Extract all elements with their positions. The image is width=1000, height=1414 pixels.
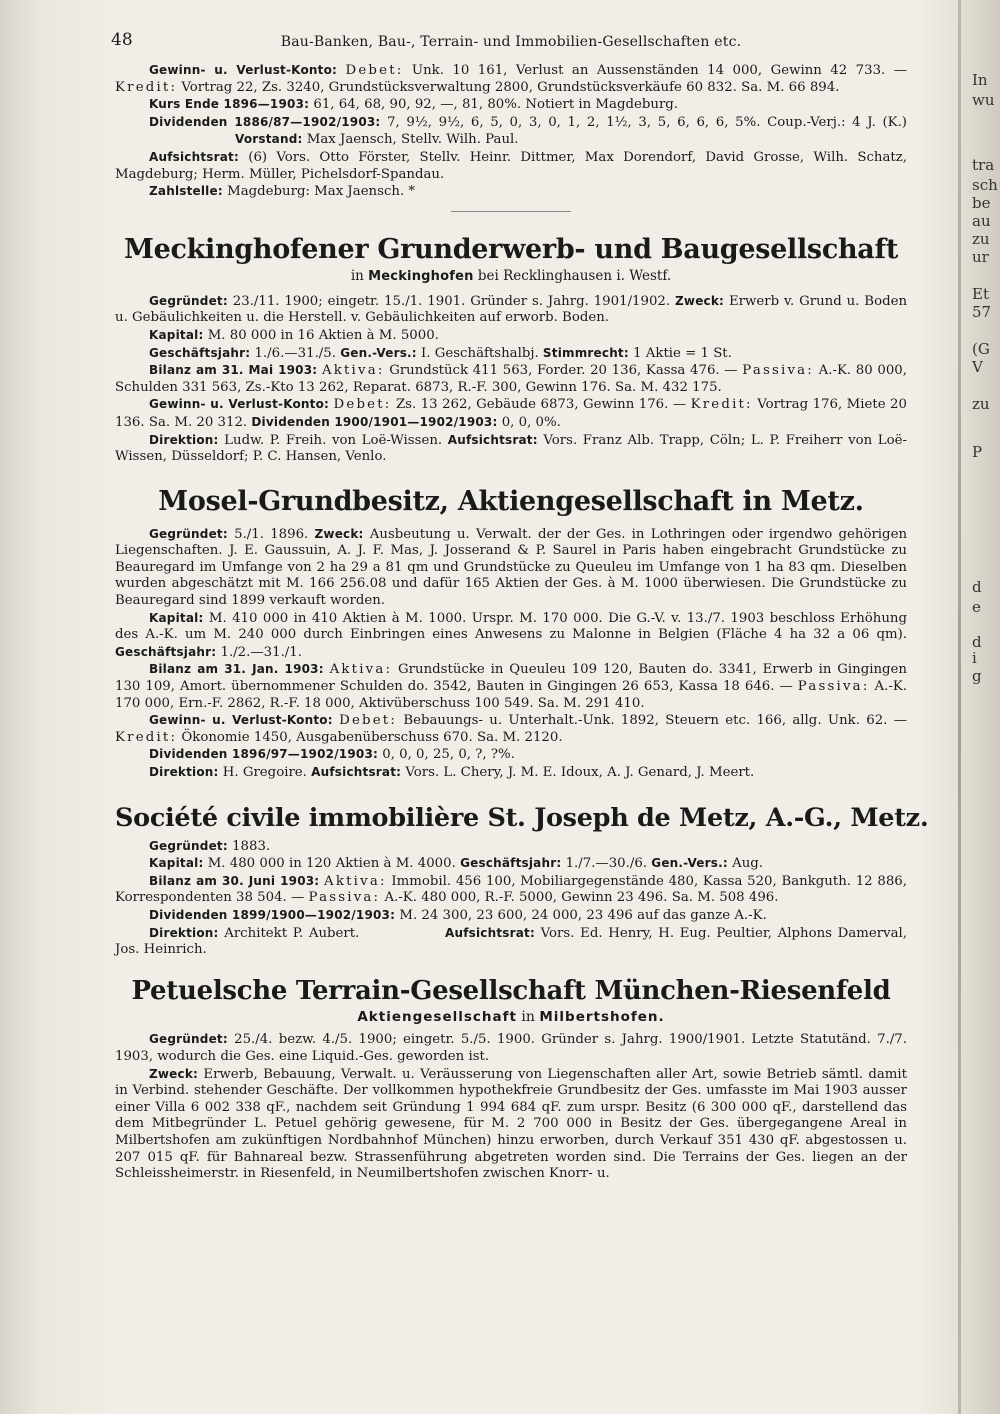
entry-title: Meckinghofener Grunderwerb- und Baugesellschaft bbox=[124, 233, 898, 265]
gegruendet-paragraph: Gegründet: 5./1. 1896. Zweck: Ausbeutung u. Verwalt. der der Ges. in Lothringen oder irgendwo gehörigen Liegenschaften. J. E. Gaussuin, A. J. F. Mas, J. Josserand & P. Saurel in Paris haben eingebracht Grundstücke zu Beauregard im Umfange von 2 ha 29 a 81 qm und Grundstücke zu Queuleu im Umfange von 1 ha 83 qm. Dieselben wurden abgeschätzt mit M. 166 256.08 und dafür 165 Aktien der Ges. à M. 1000 überwiesen. Die Grundstücke zu Beauregard sind 1899 verkauft worden. bbox=[115, 526, 908, 609]
zahlstelle-paragraph: Zahlstelle: Magdeburg: Max Jaensch. * bbox=[149, 184, 416, 200]
gegruendet-paragraph: Gegründet: 25./4. bezw. 4./5. 1900; eingetr. 5./5. 1900. Gründer s. Jahrg. 1900/1901. Letzte Statutänd. 7./7. 1903, wodurch die Ges. eine Liquid.-Ges. geworden ist. bbox=[115, 1032, 907, 1064]
entry-title: Société civile immobilière St. Joseph de Metz, A.-G., Metz. bbox=[115, 802, 929, 833]
running-title: Bau-Banken, Bau-, Terrain- und Immobilien-Gesellschaften etc. bbox=[280, 34, 742, 50]
gegruendet-paragraph: Gegründet: 1883. bbox=[149, 838, 271, 854]
dividenden-paragraph: Dividenden 1899/1900—1902/1903: M. 24 300, 23 600, 24 000, 23 496 auf das ganze A.-K. bbox=[149, 907, 767, 923]
dividenden-paragraph: Dividenden 1896/97—1902/1903: 0, 0, 0, 25, 0, ?, ?%. bbox=[149, 747, 515, 763]
direktion-paragraph: Direktion: Ludw. P. Freih. von Loë-Wissen. Aufsichtsrat: Vors. Franz Alb. Trapp, Cöln; L. P. Freiherr von Loë-Wissen, Düsseldorf; P. C. Hansen, Venlo. bbox=[115, 432, 907, 465]
bilanz-paragraph: Bilanz am 31. Jan. 1903: Aktiva: Grundstücke in Queuleu 109 120, Bauten do. 3341, Erwerb in Gingingen 130 109, Amort. übernommener Schulden do. 3542, Bauten in Gingingen 26 653, Kassa 18 646. — Passiva: A.-K. 170 000, Ern.-F. 2862, R.-F. 18 000, Aktivüberschuss 100 549. Sa. M. 291 410. bbox=[115, 662, 907, 711]
entry-mosel-grundbesitz bbox=[115, 486, 907, 782]
bilanz-paragraph: Bilanz am 30. Juni 1903: Aktiva: Immobil. 456 100, Mobiliargegenstände 480, Kassa 520, Bankguth. 12 886, Korrespondenten 38 504. — Passiva: A.-K. 480 000, R.-F. 5000, Gewinn 23 496. Sa. M. 508 496. bbox=[115, 873, 907, 906]
geschaeftsjahr-paragraph: Geschäftsjahr: 1./6.—31./5. Gen.-Vers.: I. Geschäftshalbj. Stimmrecht: 1 Aktie = 1 St. bbox=[149, 345, 732, 361]
section-divider bbox=[451, 211, 571, 212]
entry-meckinghofener bbox=[115, 234, 907, 466]
aufsichtsrat-paragraph: Aufsichtsrat: (6) Vors. Otto Förster, Stellv. Heinr. Dittmer, Max Dorendorf, David Grosse, Wilh. Schatz, Magdeburg; Herm. Müller, Pichelsdorf-Spandau. bbox=[115, 149, 907, 182]
entry-st-joseph-de-metz bbox=[115, 802, 929, 959]
entry-petuelsche-terrain bbox=[115, 975, 907, 1183]
running-header bbox=[111, 22, 907, 62]
kapital-paragraph: Kapital: M. 410 000 in 410 Aktien à M. 1000. Urspr. M. 170 000. Die G.-V. v. 13./7. 1903 beschloss Erhöhung des A.-K. um M. 240 000 durch Einbringen eines Anwesens zu Malonne in Belgien (Fläche 4 ha 32 a 06 qm). Geschäftsjahr: 1./2.—31./1. bbox=[115, 610, 907, 660]
direktion-paragraph: Direktion: H. Gregoire. Aufsichtsrat: Vors. L. Chery, J. M. E. Idoux, A. J. Genard, J. Meert. bbox=[149, 765, 755, 780]
zweck-paragraph: Zweck: Erwerb, Bebauung, Verwalt. u. Veräusserung von Liegenschaften aller Art, sowie Betrieb sämtl. damit in Verbind. stehender Geschäfte. Der vollkommen hypothekfreie Grundbesitz der Ges. umfasste im Mai 1903 ausser einer Villa 6 002 338 qF., nachdem seit Gründung 1 994 684 qF. zum urspr. Besitz (6 300 000 qF., darstellend das dem Mitbegründer L. Petuel gehörig gewesene, für M. 2 700 000 in Besitz der Ges. übergegangene Areal in Milbertshofen am zukünftigen Nordbahnhof München) hinzu erworben, durch Verkauf 351 430 qF. abgestossen u. 207 015 qF. für Bahnareal bezw. Strassenführung abgetreten worden sind. Die Terrains der Ges. liegen an der Schleissheimerstr. in Riesenfeld, in Neumilbertshofen zwischen Knorr- u. bbox=[115, 1066, 907, 1182]
main-column bbox=[111, 22, 929, 1183]
scanned-page: In wu tra sch be au zu ur Et 57 (G V zu P d e d i g 48 Bau-Banken, Bau-, Terrain- und Immobilien-Gesellschaften etc. Gewinn- u. Verlust-Konto: Debet: Unk. 10 161, Verlust an Aussenständen 14 000, Gewinn 42 733. — Kredit: Vortrag 22, Zs. 3240, Grundstücksverwaltung 2800, Grundstücksverkäufe 60 832. Sa. M. 66 894. Kurs Ende 1896—1903: 61, 64, 68, 90, 92, —, 81, 80%. Notiert in Magdeburg. Dividenden 1886/87—1902/1903: 7, 9½, 9½, 6, 5, 0, 3, 0, 1, 2, 1½, 3, 5, 6, 6, 6, 5%. Coup.-Verj.: 4 J. (K.) Vorstand: Max Jaensch, Stellv. Wilh. Paul. Aufsichtsrat: (6) Vors. Otto Förster, Stellv. Heinr. Dittmer, Max Dorendorf, David Grosse, Wilh. Schatz, Magdeburg; Herm. Müller, Pichelsdorf-Spandau. Zahlstelle: Magdeburg: Max Jaensch. * Meckinghofener Grunderwerb- und Baugesellschaft in Meckinghofen bei Recklinghausen i. Westf. Gegründet: 23./11. 1900; eingetr. 15./1. 1901. Gründer s. Jahrg. 1901/1902. Zweck: Erwerb v. Grund u. Boden u. Gebäulichkeiten u. die Herstell. v. Gebäulichkeiten auf erworb. Boden. Kapital: M. 80 000 in 16 Aktien à M. 5000. Geschäftsjahr: 1./6.—31./5. Gen.-Vers.: I. Geschäftshalbj. Stimmrecht: 1 Aktie = 1 St. Bilanz am 31. Mai 1903: Aktiva: Grundstück 411 563, Forder. 20 136, Kassa 476. — Passiva: A.-K. 80 000, Schulden 331 563, Zs.-Kto 13 262, Reparat. 6873, R.-F. 300, Gewinn 176. Sa. M. 432 175. Gewinn- u. Verlust-Konto: Debet: Zs. 13 262, Gebäude 6873, Gewinn 176. — Kredit: Vortrag 176, Miete 20 136. Sa. M. 20 312. Dividenden 1900/1901—1902/1903: 0, 0, 0%. Direktion: Ludw. P. Freih. von Loë-Wissen. Aufsichtsrat: Vors. Franz Alb. Trapp, Cöln; L. P. Freiherr von Loë-Wissen, Düsseldorf; P. C. Hansen, Venlo. Mosel-Grundbesitz, Aktiengesellschaft in Metz. Gegründet: 5./1. 1896. Zweck: Ausbeutung u. Verwalt. der der Ges. in Lothringen oder irgendwo gehörigen Liegenschaften. J. E. Gaussuin, A. J. F. Mas, J. Josserand & P. Saurel in Paris haben eingebracht Grundstücke zu Beauregard im Umfange von 2 ha 29 a 81 qm und Grundstücke zu Queuleu im Umfange von 1 ha 83 qm. Dieselben wurden abgeschätzt mit M. 166 256.08 und dafür 165 Aktien der Ges. à M. 1000 überwiesen. Die Grundstücke zu Beauregard sind 1899 verkauft worden. Kapital: M. 410 000 in 410 Aktien à M. 1000. Urspr. M. 170 000. Die G.-V. v. 13./7. 1903 beschloss Erhöhung des A.-K. um M. 240 000 durch Einbringen eines Anwesens zu Malonne in Belgien (Fläche 4 ha 32 a 06 qm). Geschäftsjahr: 1./2.—31./1. Bilanz am 31. Jan. 1903: Aktiva: Grundstücke in Queuleu 109 120, Bauten do. 3341, Erwerb in Gingingen 130 109, Amort. übernommener Schulden do. 3542, Bauten in Gingingen 26 653, Kassa 18 646. — Passiva: A.-K. 170 000, Ern.-F. 2862, R.-F. 18 000, Aktivüberschuss 100 549. Sa. M. 291 410. Gewinn- u. Verlust-Konto: Debet: Bebauungs- u. Unterhalt.-Unk. 1892, Steuern etc. 166, allg. Unk. 62. — Kredit: Ökonomie 1450, Ausgabenüberschuss 670. Sa. M. 2120. Dividenden 1896/97—1902/1903: 0, 0, 0, 25, 0, ?, ?%. Direktion: H. Gregoire. Aufsichtsrat: Vors. L. Chery, J. M. E. Idoux, A. J. Genard, J. Meert. Société civile immobilière St. Joseph de Metz, A.-G., Metz. Gegründet: 1883. Kapital: M. 480 000 in 120 Aktien à M. 4000. Geschäftsjahr: 1./7.—30./6. Gen.-Vers.: Aug. Bilanz am 30. Juni 1903: Aktiva: Immobil. 456 100, Mobiliargegenstände 480, Kassa 520, Bankguth. 12 886, Korrespondenten 38 504. — Passiva: A.-K. 480 000, R.-F. 5000, Gewinn 23 496. Sa. M. 508 496. Dividenden 1899/1900—1902/1903: M. 24 300, 23 600, 24 000, 23 496 auf das ganze A.-K. Direktion: Architekt P. Aubert. Aufsichtsrat: Vors. Ed. Henry, H. Eug. Peultier, Alphons Damerval, Jos. Heinrich. Petuelsche Terrain-Gesellschaft München-Riesenfeld Aktiengesellschaft in Milbertshofen. Gegründet: 25./4. bezw. 4./5. 1900; eingetr. 5./5. 1900. Gründer s. Jahrg. 1900/1901. Letzte Statutänd. 7./7. 1903, wodurch die Ges. eine Liquid.-Ges. geworden ist. Zweck: Erwerb, Bebauung, Verwalt. u. Veräusserung von Liegenschaften aller Art, sowie Betrieb sämtl. damit in Verbind. stehender Geschäfte. Der vollkommen hypothekfreie Grundbesitz der Ges. umfasste im Mai 1903 ausser einer Villa 6 002 338 qF., nachdem seit Gründung 1 994 684 qF. zum urspr. Besitz (6 300 000 qF., darstellend das dem Mitbegründer L. Petuel gehörig gewesene, für M. 2 700 000 in Besitz der Ges. übergegangene Areal in Milbertshofen am zukünftigen Nordbahnhof München) hinzu erworben, durch Verkauf 351 430 qF. abgestossen u. 207 015 qF. für Bahnareal bezw. Strassenführung abgetreten worden sind. Die Terrains der Ges. liegen an der Schleissheimerstr. in Riesenfeld, in Neumilbertshofen zwischen Knorr- u. bbox=[0, 0, 1000, 1414]
gv-konto-paragraph: Gewinn- u. Verlust-Konto: Debet: Bebauungs- u. Unterhalt.-Unk. 1892, Steuern etc. 166, allg. Unk. 62. — Kredit: Ökonomie 1450, Ausgabenüberschuss 670. Sa. M. 2120. bbox=[115, 713, 907, 745]
entry-subtitle: Aktiengesellschaft in Milbertshofen. bbox=[357, 1008, 665, 1025]
dividenden-paragraph: Dividenden 1886/87—1902/1903: 7, 9½, 9½, 6, 5, 0, 3, 0, 1, 2, 1½, 3, 5, 6, 6, 6, 5%. Coup.-Verj.: 4 J. (K.) Vorstand: Max Jaensch, Stellv. Wilh. Paul. bbox=[149, 114, 907, 148]
gv-konto-paragraph: Gewinn- u. Verlust-Konto: Debet: Unk. 10 161, Verlust an Aussenständen 14 000, Gewinn 42 733. — Kredit: Vortrag 22, Zs. 3240, Grundstücksverwaltung 2800, Grundstücksverkäufe 60 832. Sa. M. 66 894. bbox=[115, 63, 908, 95]
gv-konto-paragraph: Gewinn- u. Verlust-Konto: Debet: Zs. 13 262, Gebäude 6873, Gewinn 176. — Kredit: Vortrag 176, Miete 20 136. Sa. M. 20 312. Dividenden 1900/1901—1902/1903: 0, 0, 0%. bbox=[115, 397, 907, 430]
page-gutter-shadow bbox=[958, 0, 961, 1414]
direktion-paragraph: Direktion: Architekt P. Aubert. Aufsichtsrat: Vors. Ed. Henry, H. Eug. Peultier, Alphons Damerval, Jos. Heinrich. bbox=[115, 925, 907, 958]
gegruendet-paragraph: Gegründet: 23./11. 1900; eingetr. 15./1. 1901. Gründer s. Jahrg. 1901/1902. Zweck: Erwerb v. Grund u. Boden u. Gebäulichkeiten u. die Herstell. v. Gebäulichkeiten auf erworb. Boden. bbox=[115, 293, 908, 326]
entry-title: Mosel-Grundbesitz, Aktiengesellschaft in Metz. bbox=[158, 485, 864, 517]
entry-title: Petuelsche Terrain-Gesellschaft München-Riesenfeld bbox=[131, 975, 891, 1006]
kapital-paragraph: Kapital: M. 80 000 in 16 Aktien à M. 5000. bbox=[149, 327, 439, 343]
page-number: 48 bbox=[111, 30, 133, 50]
bilanz-paragraph: Bilanz am 31. Mai 1903: Aktiva: Grundstück 411 563, Forder. 20 136, Kassa 476. — Passiva: A.-K. 80 000, Schulden 331 563, Zs.-Kto 13 262, Reparat. 6873, R.-F. 300, Gewinn 176. Sa. M. 432 175. bbox=[115, 363, 907, 395]
kurs-paragraph: Kurs Ende 1896—1903: 61, 64, 68, 90, 92, —, 81, 80%. Notiert in Magdeburg. bbox=[149, 97, 679, 113]
entry-subtitle: in Meckinghofen bei Recklinghausen i. Westf. bbox=[350, 267, 672, 284]
kapital-paragraph: Kapital: M. 480 000 in 120 Aktien à M. 4000. Geschäftsjahr: 1./7.—30./6. Gen.-Vers.: Aug. bbox=[149, 856, 763, 872]
prev-entry-continuation bbox=[115, 62, 907, 212]
